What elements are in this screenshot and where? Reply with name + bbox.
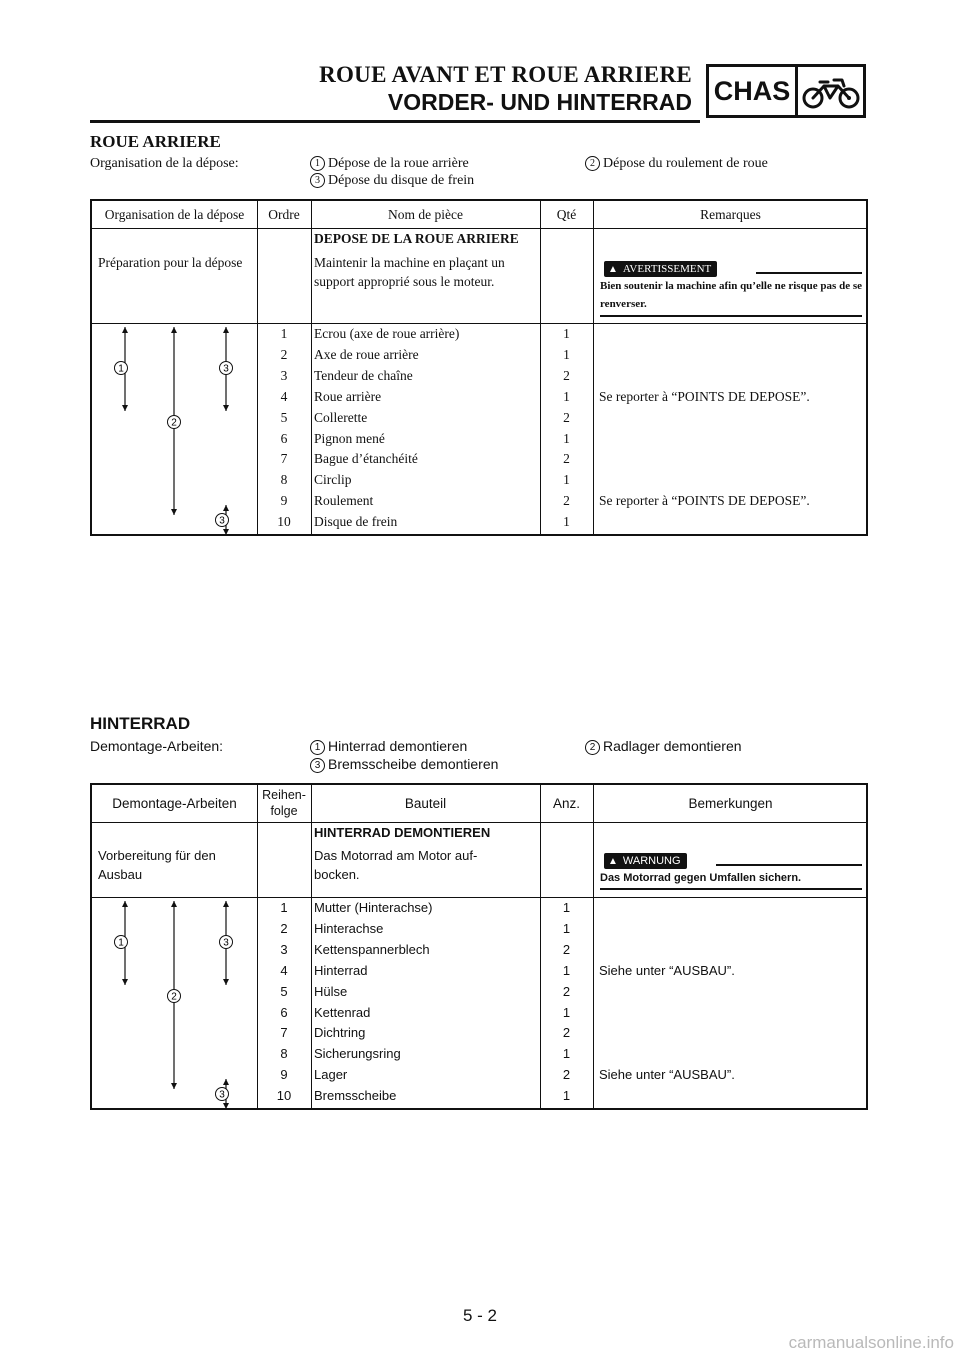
row-part-name: Roulement xyxy=(314,493,374,509)
section-title-de: HINTERRAD xyxy=(90,714,191,733)
row-order: 1 xyxy=(280,326,288,341)
row-part-name: Kettenrad xyxy=(314,1004,371,1020)
warning-icon: ▲ xyxy=(608,855,618,867)
col-header-de-3: Bauteil xyxy=(404,796,447,811)
row-part-name: Dichtring xyxy=(314,1025,366,1041)
prep-text-de: Das Motorrad am Motor auf- bocken. xyxy=(314,848,478,882)
org-label-fr: Organisation de la dépose: xyxy=(90,156,239,171)
org-item-de-3: 3 Bremsscheibe demontieren xyxy=(310,756,498,773)
arrow-head-down xyxy=(223,529,229,535)
row-part-name: Disque de frein xyxy=(314,514,398,530)
row-order: 7 xyxy=(280,1025,288,1041)
arrow-head-down xyxy=(171,509,177,515)
parts-table-de xyxy=(90,783,868,1110)
row-part-name: Axe de roue arrière xyxy=(314,346,419,362)
watermark: carmanualsonline.info xyxy=(788,1333,954,1352)
svg-text:1: 1 xyxy=(118,363,124,375)
row-quantity: 1 xyxy=(563,326,570,341)
row-order: 3 xyxy=(280,941,288,957)
row-part-name: Hinterachse xyxy=(314,920,384,936)
col-header-de-2: Reihen- folge xyxy=(262,788,306,818)
row-part-name: Hinterrad xyxy=(314,962,368,978)
svg-text:3: 3 xyxy=(223,937,229,949)
col-header-fr-1: Organisation de la dépose xyxy=(104,207,245,222)
row-order: 3 xyxy=(280,367,288,383)
row-quantity: 2 xyxy=(563,367,570,383)
sequence-marker xyxy=(220,936,233,949)
row-order: 2 xyxy=(280,920,288,936)
chapter-badge-label: CHAS xyxy=(709,67,798,115)
arrow-head-down xyxy=(122,405,128,411)
sequence-arrows-de xyxy=(92,785,257,1108)
prep-heading-fr: DEPOSE DE LA ROUE ARRIERE xyxy=(314,231,519,246)
prep-heading-de: HINTERRAD DEMONTIEREN xyxy=(314,825,491,840)
svg-text:2: 2 xyxy=(171,417,177,429)
col-header-de-1: Demontage-Arbeiten xyxy=(112,796,237,811)
row-quantity: 2 xyxy=(562,983,571,999)
sequence-marker xyxy=(216,514,229,527)
row-order: 6 xyxy=(280,1004,288,1020)
arrow-head-down xyxy=(223,405,229,411)
row-part-name: Circlip xyxy=(314,472,352,488)
row-quantity: 2 xyxy=(562,1067,571,1083)
row-part-name: Sicherungsring xyxy=(314,1046,401,1062)
warning-icon: ▲ xyxy=(608,263,618,275)
page-title-fr: ROUE AVANT ET ROUE ARRIERE xyxy=(319,62,692,87)
row-part-name: Hülse xyxy=(314,983,348,999)
row-quantity: 1 xyxy=(563,514,570,530)
page-number: 5 - 2 xyxy=(462,1306,498,1325)
prep-label-fr: Préparation pour la dépose xyxy=(98,255,243,270)
col-header-de-4: Anz. xyxy=(552,796,580,811)
warning-text-de: Das Motorrad gegen Umfallen sichern. xyxy=(600,872,802,884)
svg-text:1: 1 xyxy=(118,937,124,949)
chapter-badge xyxy=(706,64,866,118)
warning-badge-de: ▲ WARNUNG xyxy=(604,853,687,869)
section-title-fr: ROUE ARRIERE xyxy=(90,132,221,151)
warning-badge-fr: ▲ AVERTISSEMENT xyxy=(604,261,717,277)
row-part-name: Bague d’étanchéité xyxy=(314,451,418,467)
row-part-name: Mutter (Hinterachse) xyxy=(314,900,433,915)
sequence-marker xyxy=(115,936,128,949)
row-part-name: Tendeur de chaîne xyxy=(314,367,413,383)
row-quantity: 2 xyxy=(563,493,570,509)
page-title-de: VORDER- UND HINTERRAD xyxy=(387,89,692,115)
row-part-name: Collerette xyxy=(314,409,368,425)
svg-text:3: 3 xyxy=(219,515,225,527)
sequence-marker xyxy=(216,1088,229,1101)
row-remark: Se reporter à “POINTS DE DEPOSE”. xyxy=(599,493,810,509)
arrow-head-down xyxy=(223,979,229,985)
sequence-marker xyxy=(220,362,233,375)
row-part-name: Kettenspannerblech xyxy=(314,941,430,957)
row-remark: Se reporter à “POINTS DE DEPOSE”. xyxy=(599,388,810,404)
row-quantity: 2 xyxy=(563,451,570,467)
row-quantity: 1 xyxy=(562,1088,571,1104)
row-quantity: 1 xyxy=(563,346,570,362)
sequence-marker xyxy=(115,362,128,375)
row-order: 1 xyxy=(280,900,288,915)
svg-text:3: 3 xyxy=(223,363,229,375)
org-item-fr-3: 3 Dépose du disque de frein xyxy=(310,172,474,189)
row-quantity: 1 xyxy=(562,920,571,936)
row-quantity: 2 xyxy=(563,409,570,425)
row-remark: Siehe unter “AUSBAU”. xyxy=(599,962,735,978)
row-quantity: 1 xyxy=(562,900,571,915)
header-rule xyxy=(90,120,700,123)
row-order: 10 xyxy=(276,1088,292,1104)
svg-text:3: 3 xyxy=(219,1089,225,1101)
arrow-head-down xyxy=(223,1103,229,1109)
row-remark: Siehe unter “AUSBAU”. xyxy=(599,1067,735,1083)
row-quantity: 2 xyxy=(562,941,571,957)
row-order: 5 xyxy=(280,409,288,425)
svg-text:2: 2 xyxy=(171,991,177,1003)
row-quantity: 1 xyxy=(562,1046,571,1062)
row-quantity: 1 xyxy=(562,962,571,978)
row-quantity: 1 xyxy=(563,388,570,404)
row-quantity: 1 xyxy=(562,1004,571,1020)
motorcycle-icon xyxy=(798,67,863,115)
row-quantity: 1 xyxy=(563,472,570,488)
row-quantity: 1 xyxy=(563,430,570,446)
parts-table-fr xyxy=(90,199,868,536)
row-order: 4 xyxy=(280,388,288,404)
row-order: 4 xyxy=(280,962,288,978)
col-header-de-5: Bemerkungen xyxy=(688,796,773,811)
org-item-de-1: 1 Hinterrad demontieren xyxy=(310,738,467,755)
col-header-fr-2: Ordre xyxy=(268,207,300,222)
row-part-name: Pignon mené xyxy=(314,430,385,446)
warning-text-fr: Bien soutenir la machine afin qu’elle ne risque pas de se renverser. xyxy=(600,280,862,310)
org-item-fr-1: 1 Dépose de la roue arrière xyxy=(310,155,469,172)
row-part-name: Bremsscheibe xyxy=(314,1088,397,1104)
row-order: 7 xyxy=(280,451,288,467)
row-order: 8 xyxy=(280,1046,288,1062)
org-label-de: Demontage-Arbeiten: xyxy=(90,738,224,754)
col-header-fr-3: Nom de pièce xyxy=(388,207,463,222)
row-order: 5 xyxy=(280,983,288,999)
row-part-name: Lager xyxy=(314,1067,348,1083)
row-part-name: Roue arrière xyxy=(314,388,382,404)
row-part-name: Ecrou (axe de roue arrière) xyxy=(314,326,460,341)
row-order: 9 xyxy=(280,1067,288,1083)
sequence-marker xyxy=(168,416,181,429)
sequence-marker xyxy=(168,990,181,1003)
row-order: 6 xyxy=(280,430,288,446)
col-header-fr-4: Qté xyxy=(556,207,577,222)
org-item-de-2: 2 Radlager demontieren xyxy=(585,738,742,755)
arrow-head-down xyxy=(171,1083,177,1089)
prep-text-fr: Maintenir la machine en plaçant un support approprié sous le moteur. xyxy=(314,255,505,289)
row-order: 9 xyxy=(280,493,288,509)
org-item-fr-2: 2 Dépose du roulement de roue xyxy=(585,155,768,172)
row-order: 10 xyxy=(277,514,291,530)
col-header-fr-5: Remarques xyxy=(700,207,761,222)
arrow-head-down xyxy=(122,979,128,985)
sequence-arrows-fr xyxy=(92,201,257,534)
prep-label-de: Vorbereitung für den Ausbau xyxy=(98,848,216,882)
row-order: 8 xyxy=(280,472,288,488)
row-quantity: 2 xyxy=(562,1025,571,1041)
row-order: 2 xyxy=(280,346,288,362)
